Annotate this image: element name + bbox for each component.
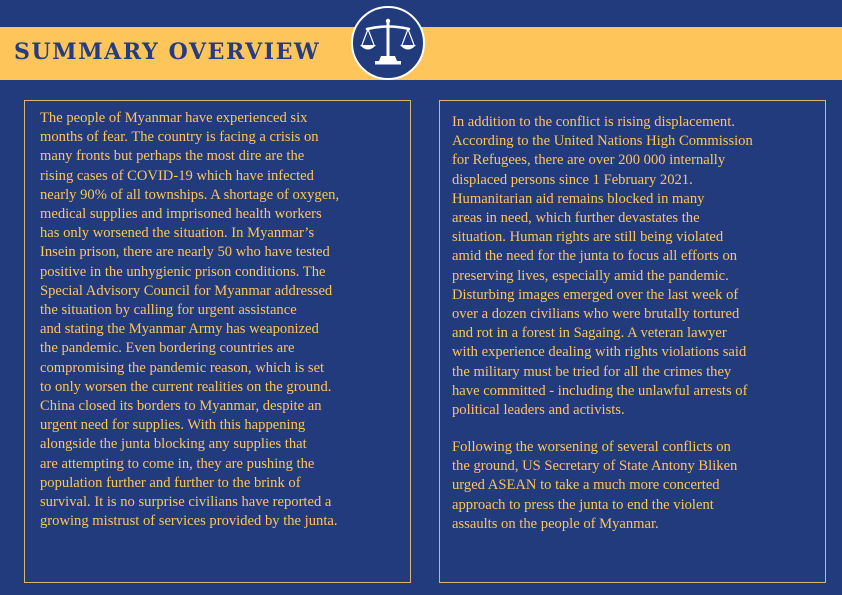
page-title: SUMMARY OVERVIEW bbox=[14, 39, 321, 65]
right-panel-paragraph-1: In addition to the conflict is rising displacement. According to the United Nations High Commission for Refugees, there are over 200 000 internally displaced persons since 1 February 2021. Humanitarian aid remains blocked in many areas in need, which further devastates the situation. Human rights are still being violated amid the need for the junta to focus all efforts on preserving lives, especially amid the pandemic. Disturbing images emerged over the last week of over a dozen civilians who were brutally tortured and rot in a forest in Sagaing. A veteran lawyer with experience dealing with rights violations said the military must be tried for all the crimes they have committed - including the unlawful arrests of political leaders and activists. bbox=[452, 114, 753, 419]
right-panel-paragraph-2: Following the worsening of several conflicts on the ground, US Secretary of State Antony Bliken urged ASEAN to take a much more concerted approach to press the junta to end the violent assaults on the people of Myanmar. bbox=[452, 439, 738, 532]
emblem bbox=[351, 6, 425, 80]
scales-of-justice-icon bbox=[353, 8, 423, 78]
left-panel-text: The people of Myanmar have experienced six months of fear. The country is facing a crisis on many fronts but perhaps the most dire are the rising cases of COVID-19 which have infected nearly 90% of all townships. A shortage of oxygen, medical supplies and imprisoned health workers has only worsened the situation. In Myanmar’s Insein prison, there are nearly 50 who have tested positive in the unhygienic prison conditions. The Special Advisory Council for Myanmar addressed the situation by calling for urgent assistance and stating the Myanmar Army has weaponized the pandemic. Even bordering countries are compromising the pandemic reason, which is set to only worsen the current realities on the ground. China closed its borders to Myanmar, despite an urgent need for supplies. With this happening alongside the junta blocking any supplies that are attempting to come in, they are pushing the population further and further to the brink of survival. It is no surprise civilians have reported a growing mistrust of services provided by the junta. bbox=[40, 110, 340, 530]
